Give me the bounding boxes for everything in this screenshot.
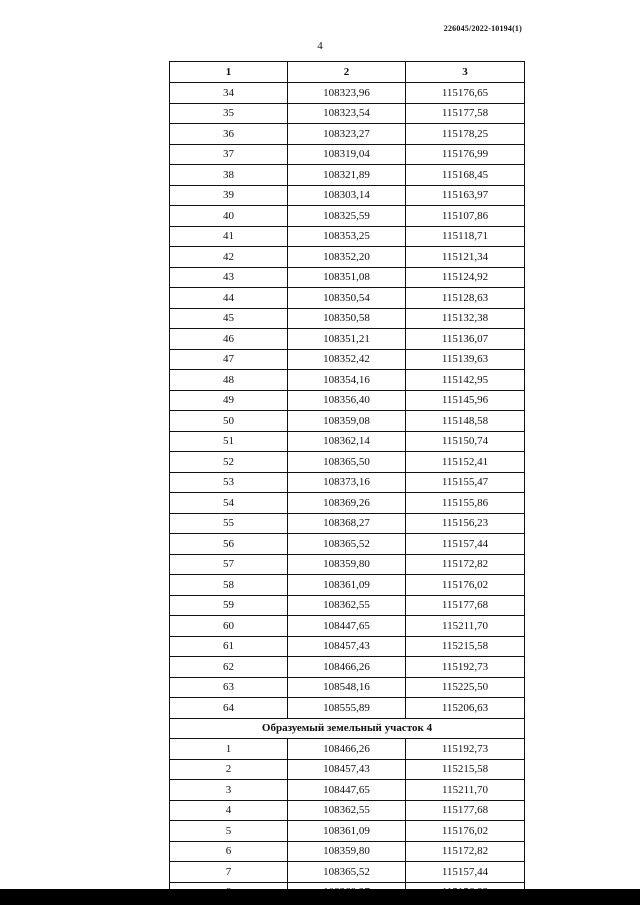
point-number-cell: 45 — [170, 308, 288, 329]
x-coordinate-cell: 108447,65 — [288, 780, 406, 801]
y-coordinate-cell: 115177,58 — [406, 103, 525, 124]
y-coordinate-cell: 115215,58 — [406, 759, 525, 780]
y-coordinate-cell: 115150,74 — [406, 431, 525, 452]
x-coordinate-cell: 108457,43 — [288, 759, 406, 780]
y-coordinate-cell: 115136,07 — [406, 329, 525, 350]
table-row — [170, 534, 525, 555]
y-coordinate-cell: 115215,58 — [406, 636, 525, 657]
table-row — [170, 800, 525, 821]
table-row — [170, 165, 525, 186]
point-number-cell: 46 — [170, 329, 288, 350]
y-coordinate-cell: 115118,71 — [406, 226, 525, 247]
coordinates-table — [169, 61, 525, 903]
x-coordinate-cell: 108323,54 — [288, 103, 406, 124]
point-number-cell: 1 — [170, 739, 288, 760]
point-number-cell: 53 — [170, 472, 288, 493]
y-coordinate-cell: 115178,25 — [406, 124, 525, 145]
point-number-cell: 58 — [170, 575, 288, 596]
x-coordinate-cell: 108466,26 — [288, 657, 406, 678]
y-coordinate-cell: 115157,44 — [406, 862, 525, 883]
point-number-cell: 54 — [170, 493, 288, 514]
point-number-cell: 34 — [170, 83, 288, 104]
table-row — [170, 288, 525, 309]
x-coordinate-cell: 108351,21 — [288, 329, 406, 350]
table-row — [170, 226, 525, 247]
y-coordinate-cell: 115139,63 — [406, 349, 525, 370]
point-number-cell: 50 — [170, 411, 288, 432]
point-number-cell: 62 — [170, 657, 288, 678]
point-number-cell: 38 — [170, 165, 288, 186]
column-header: 2 — [288, 62, 406, 83]
section-title: Образуемый земельный участок 4 — [170, 718, 525, 739]
y-coordinate-cell: 115145,96 — [406, 390, 525, 411]
y-coordinate-cell: 115177,68 — [406, 595, 525, 616]
x-coordinate-cell: 108369,26 — [288, 493, 406, 514]
point-number-cell: 42 — [170, 247, 288, 268]
table-row — [170, 472, 525, 493]
x-coordinate-cell: 108321,89 — [288, 165, 406, 186]
table-row — [170, 657, 525, 678]
y-coordinate-cell: 115172,82 — [406, 841, 525, 862]
x-coordinate-cell: 108351,08 — [288, 267, 406, 288]
point-number-cell: 41 — [170, 226, 288, 247]
table-header-row — [170, 62, 525, 83]
x-coordinate-cell: 108352,20 — [288, 247, 406, 268]
table-row — [170, 677, 525, 698]
x-coordinate-cell: 108359,08 — [288, 411, 406, 432]
table-row — [170, 575, 525, 596]
table-row — [170, 636, 525, 657]
y-coordinate-cell: 115155,86 — [406, 493, 525, 514]
x-coordinate-cell: 108466,26 — [288, 739, 406, 760]
point-number-cell: 49 — [170, 390, 288, 411]
y-coordinate-cell: 115176,99 — [406, 144, 525, 165]
y-coordinate-cell: 115121,34 — [406, 247, 525, 268]
table-row — [170, 247, 525, 268]
table-row — [170, 124, 525, 145]
point-number-cell: 60 — [170, 616, 288, 637]
document-number: 226045/2022-10194(1) — [443, 24, 522, 33]
x-coordinate-cell: 108303,14 — [288, 185, 406, 206]
x-coordinate-cell: 108365,52 — [288, 862, 406, 883]
table-row — [170, 83, 525, 104]
x-coordinate-cell: 108350,58 — [288, 308, 406, 329]
x-coordinate-cell: 108353,25 — [288, 226, 406, 247]
y-coordinate-cell: 115177,68 — [406, 800, 525, 821]
x-coordinate-cell: 108361,09 — [288, 821, 406, 842]
y-coordinate-cell: 115142,95 — [406, 370, 525, 391]
point-number-cell: 35 — [170, 103, 288, 124]
point-number-cell: 51 — [170, 431, 288, 452]
table-row — [170, 493, 525, 514]
x-coordinate-cell: 108350,54 — [288, 288, 406, 309]
y-coordinate-cell: 115211,70 — [406, 780, 525, 801]
y-coordinate-cell: 115192,73 — [406, 739, 525, 760]
x-coordinate-cell: 108362,14 — [288, 431, 406, 452]
table-row — [170, 595, 525, 616]
y-coordinate-cell: 115176,02 — [406, 821, 525, 842]
point-number-cell: 59 — [170, 595, 288, 616]
table-row — [170, 452, 525, 473]
table-row — [170, 308, 525, 329]
x-coordinate-cell: 108373,16 — [288, 472, 406, 493]
point-number-cell: 36 — [170, 124, 288, 145]
table-row — [170, 144, 525, 165]
x-coordinate-cell: 108362,55 — [288, 595, 406, 616]
y-coordinate-cell: 115163,97 — [406, 185, 525, 206]
x-coordinate-cell: 108319,04 — [288, 144, 406, 165]
table-row — [170, 267, 525, 288]
table-body — [170, 83, 525, 903]
point-number-cell: 4 — [170, 800, 288, 821]
point-number-cell: 40 — [170, 206, 288, 227]
scan-edge-bar — [0, 889, 640, 905]
table-row — [170, 329, 525, 350]
table-row — [170, 862, 525, 883]
x-coordinate-cell: 108362,55 — [288, 800, 406, 821]
column-header: 1 — [170, 62, 288, 83]
table-row — [170, 370, 525, 391]
x-coordinate-cell: 108354,16 — [288, 370, 406, 391]
table-row — [170, 780, 525, 801]
table-row — [170, 616, 525, 637]
y-coordinate-cell: 115176,65 — [406, 83, 525, 104]
table-row — [170, 759, 525, 780]
point-number-cell: 61 — [170, 636, 288, 657]
x-coordinate-cell: 108323,27 — [288, 124, 406, 145]
x-coordinate-cell: 108356,40 — [288, 390, 406, 411]
point-number-cell: 3 — [170, 780, 288, 801]
y-coordinate-cell: 115132,38 — [406, 308, 525, 329]
point-number-cell: 6 — [170, 841, 288, 862]
table-row — [170, 841, 525, 862]
column-header: 3 — [406, 62, 525, 83]
point-number-cell: 7 — [170, 862, 288, 883]
y-coordinate-cell: 115152,41 — [406, 452, 525, 473]
point-number-cell: 56 — [170, 534, 288, 555]
y-coordinate-cell: 115157,44 — [406, 534, 525, 555]
x-coordinate-cell: 108323,96 — [288, 83, 406, 104]
table-row — [170, 185, 525, 206]
point-number-cell: 43 — [170, 267, 288, 288]
point-number-cell: 63 — [170, 677, 288, 698]
y-coordinate-cell: 115225,50 — [406, 677, 525, 698]
table-row — [170, 411, 525, 432]
point-number-cell: 55 — [170, 513, 288, 534]
point-number-cell: 64 — [170, 698, 288, 719]
x-coordinate-cell: 108365,52 — [288, 534, 406, 555]
y-coordinate-cell: 115176,02 — [406, 575, 525, 596]
y-coordinate-cell: 115148,58 — [406, 411, 525, 432]
table-row — [170, 554, 525, 575]
table-row — [170, 349, 525, 370]
point-number-cell: 48 — [170, 370, 288, 391]
table-row — [170, 821, 525, 842]
x-coordinate-cell: 108368,27 — [288, 513, 406, 534]
point-number-cell: 39 — [170, 185, 288, 206]
y-coordinate-cell: 115128,63 — [406, 288, 525, 309]
point-number-cell: 47 — [170, 349, 288, 370]
y-coordinate-cell: 115155,47 — [406, 472, 525, 493]
y-coordinate-cell: 115168,45 — [406, 165, 525, 186]
table-row — [170, 739, 525, 760]
y-coordinate-cell: 115192,73 — [406, 657, 525, 678]
point-number-cell: 5 — [170, 821, 288, 842]
section-header-row — [170, 718, 525, 739]
x-coordinate-cell: 108365,50 — [288, 452, 406, 473]
x-coordinate-cell: 108352,42 — [288, 349, 406, 370]
point-number-cell: 44 — [170, 288, 288, 309]
y-coordinate-cell: 115156,23 — [406, 513, 525, 534]
table-row — [170, 698, 525, 719]
x-coordinate-cell: 108359,80 — [288, 554, 406, 575]
table-row — [170, 390, 525, 411]
table-row — [170, 431, 525, 452]
y-coordinate-cell: 115172,82 — [406, 554, 525, 575]
y-coordinate-cell: 115211,70 — [406, 616, 525, 637]
point-number-cell: 57 — [170, 554, 288, 575]
page-number: 4 — [317, 40, 323, 52]
point-number-cell: 2 — [170, 759, 288, 780]
x-coordinate-cell: 108548,16 — [288, 677, 406, 698]
y-coordinate-cell: 115107,86 — [406, 206, 525, 227]
x-coordinate-cell: 108447,65 — [288, 616, 406, 637]
table-row — [170, 513, 525, 534]
table-row — [170, 206, 525, 227]
point-number-cell: 52 — [170, 452, 288, 473]
point-number-cell: 37 — [170, 144, 288, 165]
x-coordinate-cell: 108359,80 — [288, 841, 406, 862]
y-coordinate-cell: 115206,63 — [406, 698, 525, 719]
y-coordinate-cell: 115124,92 — [406, 267, 525, 288]
x-coordinate-cell: 108325,59 — [288, 206, 406, 227]
table-row — [170, 103, 525, 124]
x-coordinate-cell: 108361,09 — [288, 575, 406, 596]
x-coordinate-cell: 108555,89 — [288, 698, 406, 719]
x-coordinate-cell: 108457,43 — [288, 636, 406, 657]
